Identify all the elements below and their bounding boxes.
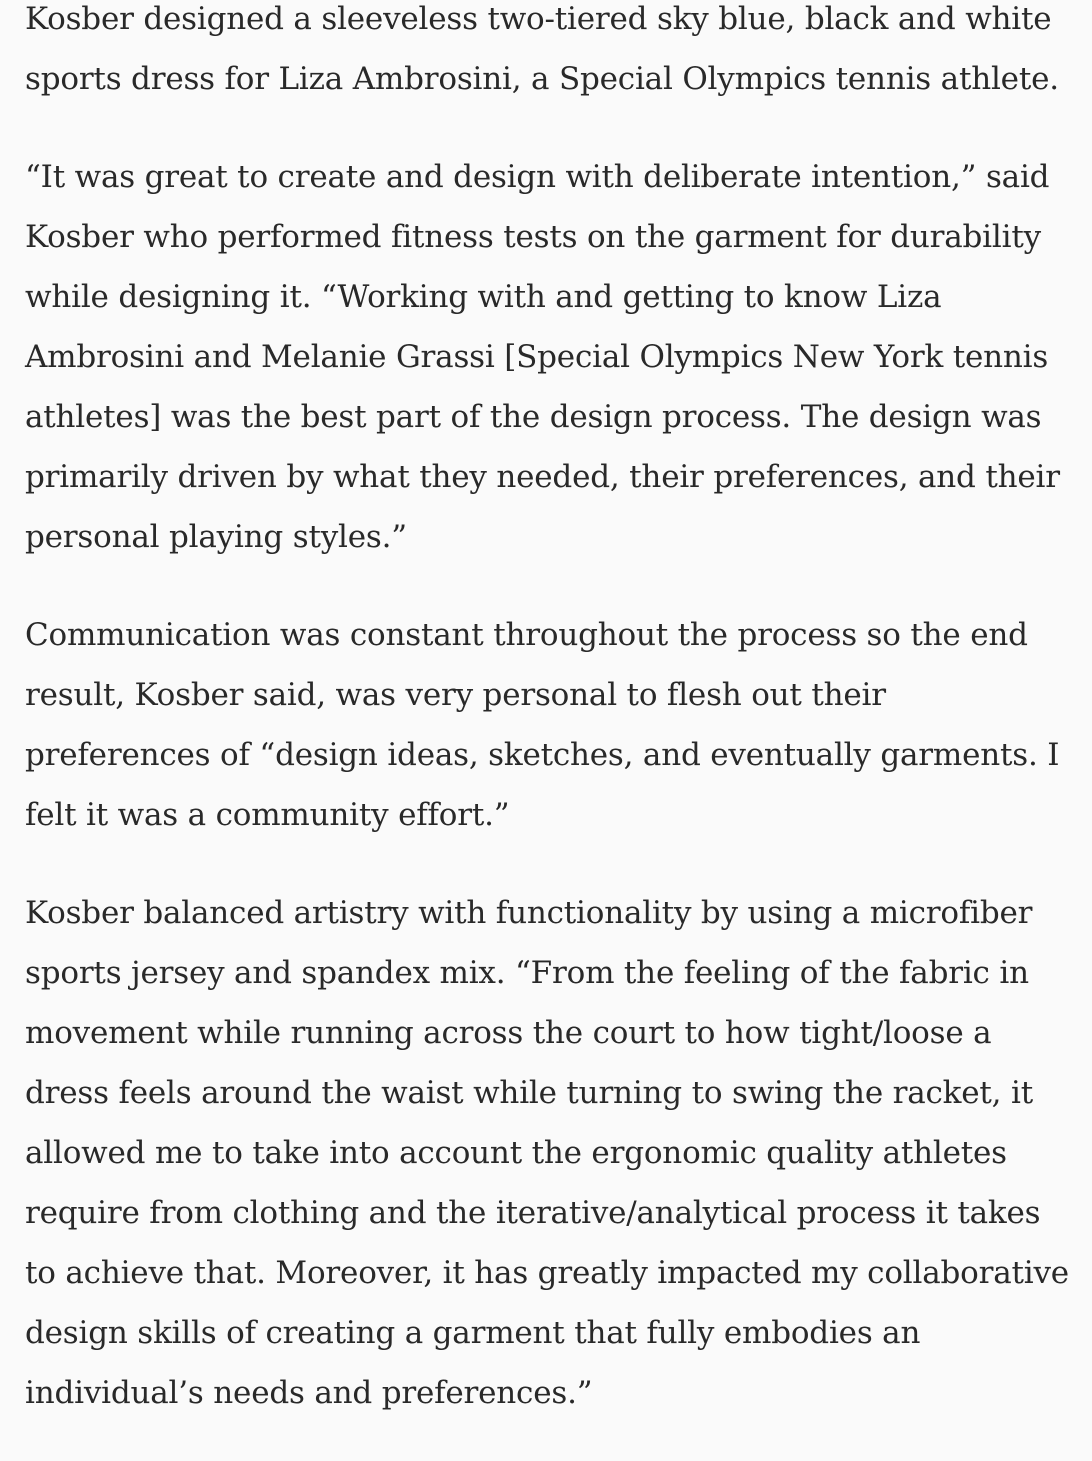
text-line: sports jersey and spandex mix. “From the feeling of the fabric in [25, 955, 1029, 991]
text-line: personal playing styles.” [25, 519, 407, 555]
text-line: to achieve that. Moreover, it has greatly impacted my collaborative [25, 1255, 1069, 1291]
text-line: while designing it. “Working with and getting to know Liza [25, 279, 942, 315]
paragraph-dress-description [25, 0, 1085, 109]
text-line: Kosber designed a sleeveless two-tiered sky blue, black and white [25, 1, 1052, 37]
text-line: athletes] was the best part of the design process. The design was [25, 399, 1042, 435]
text-line: movement while running across the court to how tight/loose a [25, 1015, 992, 1051]
text-line: Ambrosini and Melanie Grassi [Special Olympics New York tennis [25, 339, 1049, 375]
text-line: individual’s needs and preferences.” [25, 1375, 593, 1411]
text-line: design skills of creating a garment that fully embodies an [25, 1315, 921, 1351]
text-line: allowed me to take into account the ergonomic quality athletes [25, 1135, 1007, 1171]
text-line: primarily driven by what they needed, their preferences, and their [25, 459, 1060, 495]
text-line: felt it was a community effort.” [25, 797, 510, 833]
article-body [25, 0, 1085, 1461]
paragraph-artistry-functionality [25, 883, 1085, 1423]
text-line: Kosber who performed fitness tests on the garment for durability [25, 219, 1041, 255]
text-line: Kosber balanced artistry with functionality by using a microfiber [25, 895, 1033, 931]
text-line: preferences of “design ideas, sketches, and eventually garments. I [25, 737, 1060, 773]
text-line: result, Kosber said, was very personal to flesh out their [25, 677, 886, 713]
paragraph-communication [25, 605, 1085, 845]
text-line: “It was great to create and design with deliberate intention,” said [25, 159, 1050, 195]
text-line: Communication was constant throughout the process so the end [25, 617, 1028, 653]
text-line: require from clothing and the iterative/analytical process it takes [25, 1195, 1041, 1231]
paragraph-design-quote [25, 147, 1085, 567]
text-line: sports dress for Liza Ambrosini, a Special Olympics tennis athlete. [25, 61, 1059, 97]
text-line: dress feels around the waist while turning to swing the racket, it [25, 1075, 1033, 1111]
